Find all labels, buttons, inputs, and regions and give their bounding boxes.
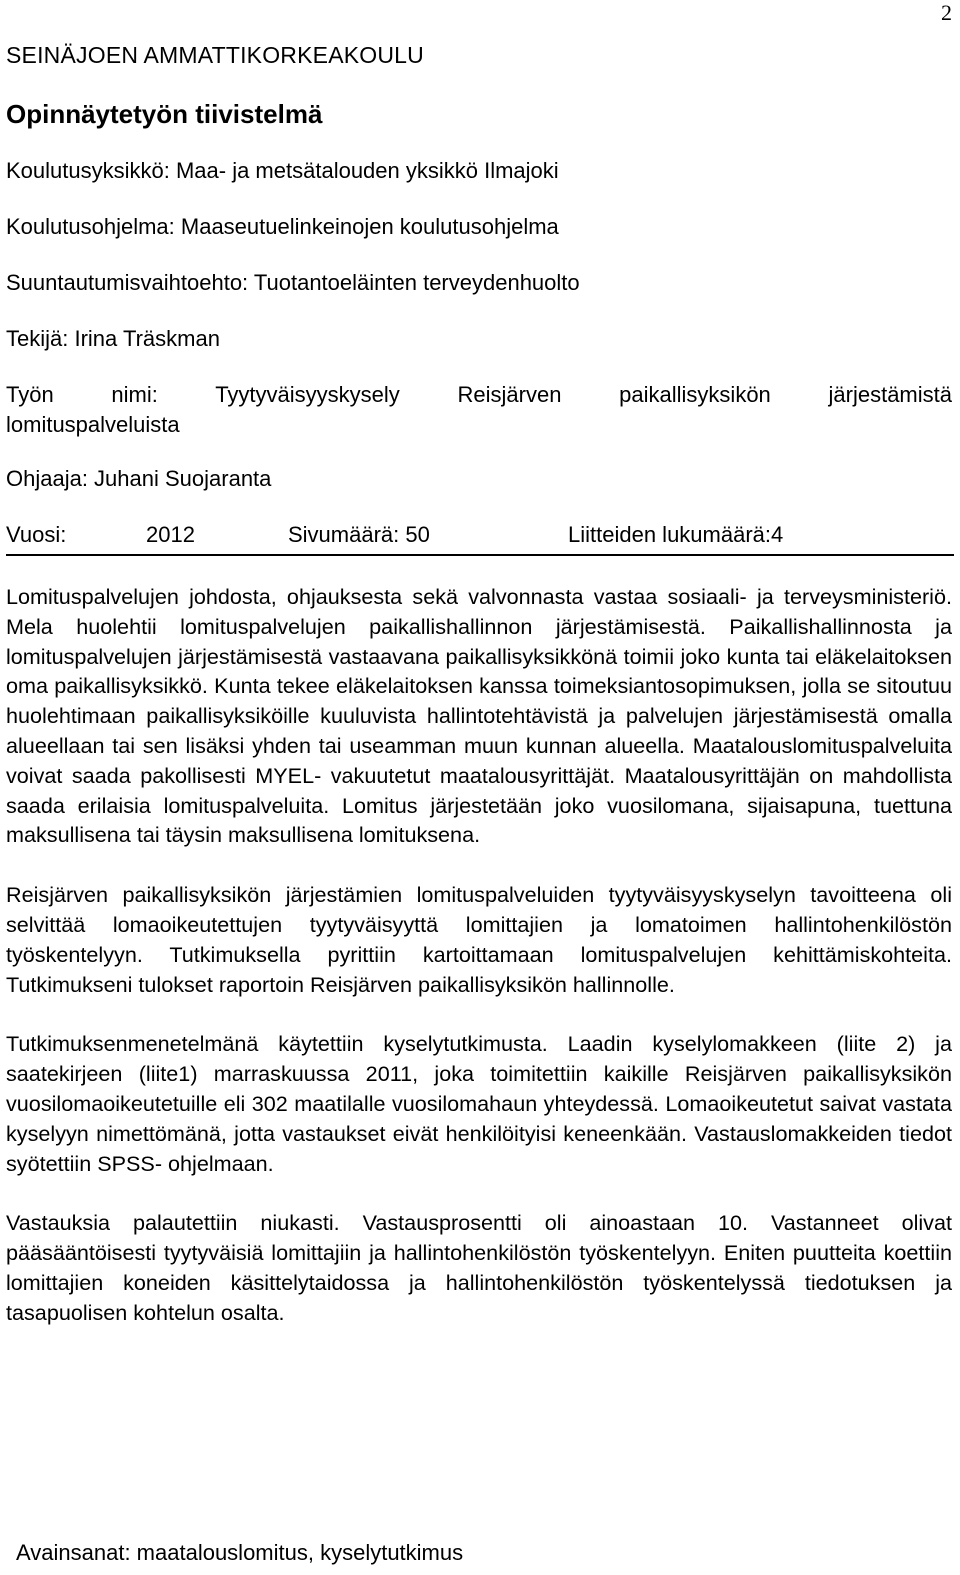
page-count: Sivumäärä: 50	[288, 522, 430, 547]
year-label: Vuosi:	[6, 522, 67, 547]
thesis-title-block	[6, 380, 952, 440]
author-line: Tekijä: Irina Träskman	[6, 326, 220, 351]
stats-row	[6, 520, 954, 556]
page-number: 2	[941, 0, 952, 25]
year-value: 2012	[146, 522, 195, 547]
institution-name: SEINÄJOEN AMMATTIKORKEAKOULU	[6, 42, 424, 68]
abstract-paragraph-4: Vastauksia palautettiin niukasti. Vastausprosentti oli ainoastaan 10. Vastanneet olivat pääsääntöisesti tyytyväisiä lomittajiin ja hallintohenkilöstön työskentelyyn. Eniten puutteita koettiin lomittajien koneiden käsittelytaidossa ja hallintohenkilöstön työskentelyssä tiedotuksen ja tasapuolisen kohtelun osalta.	[6, 1210, 952, 1325]
abstract-body	[6, 582, 952, 1358]
thesis-title-line2: lomituspalveluista	[6, 412, 180, 437]
unit-line: Koulutusyksikkö: Maa- ja metsätalouden yksikkö Ilmajoki	[6, 158, 559, 183]
thesis-title-line1: Työn nimi: Tyytyväisyyskysely Reisjärven paikallisyksikön järjestämistä	[6, 382, 952, 407]
programme-line: Koulutusohjelma: Maaseutuelinkeinojen koulutusohjelma	[6, 214, 559, 239]
abstract-paragraph-3: Tutkimuksenmenetelmänä käytettiin kyselytutkimusta. Laadin kyselylomakkeen (liite 2) ja saatekirjeen (liite1) marraskuussa 2011, joka toimitettiin kaikille Reisjärven paikallisyksikön vuosilomaoikeutetuille eli 302 maatilalle vuosilomahaun yhteydessä. Lomaoikeutetut saivat vastata kyselyyn nimettömänä, jotta vastaukset eivät henkilöityisi keneenkään. Vastauslomakkeiden tiedot syötettiin SPSS- ohjelmaan.	[6, 1031, 952, 1176]
specialization-line: Suuntautumisvaihtoehto: Tuotantoeläinten terveydenhuolto	[6, 270, 580, 295]
appendix-count: Liitteiden lukumäärä:4	[568, 522, 784, 547]
supervisor-line: Ohjaaja: Juhani Suojaranta	[6, 466, 272, 491]
keywords-line: Avainsanat: maatalouslomitus, kyselytutkimus	[16, 1540, 464, 1565]
abstract-paragraph-1: Lomituspalvelujen johdosta, ohjauksesta sekä valvonnasta vastaa sosiaali- ja terveysministeriö. Mela huolehtii lomituspalvelujen paikallishallinnon järjestämisestä. Paikallishallinnosta ja lomituspalvelujen järjestämisestä vastaavana paikallisyksikkönä toimii joko kunta tai eläkelaitoksen oma paikallisyksikkö. Kunta tekee eläkelaitoksen kanssa toimeksiantosopimuksen, jolla se sitoutuu huolehtimaan paikallisyksiköille kuuluvista hallintotehtävistä ja palvelujen järjestämisestä omalla alueellaan tai sen lisäksi yhden tai useamman muun kunnan alueella. Maatalouslomituspalveluita voivat saada pakollisesti MYEL- vakuutetut maatalousyrittäjät. Maatalousyrittäjän on mahdollista saada erilaisia lomituspalveluita. Lomitus järjestetään joko vuosilomana, sijaisapuna, tuettuna maksullisena tai täysin maksullisena lomituksena.	[6, 584, 952, 848]
abstract-paragraph-2: Reisjärven paikallisyksikön järjestämien lomituspalveluiden tyytyväisyyskyselyn tavoitteena oli selvittää lomaoikeutettujen tyytyväisyyttä lomittajien ja lomatoimen hallintohenkilöstön työskentelyyn. Tutkimuksella pyrittiin kartoittamaan lomituspalvelujen kehittämiskohteita. Tutkimukseni tulokset raportoin Reisjärven paikallisyksikön hallinnolle.	[6, 882, 952, 997]
document-title: Opinnäytetyön tiivistelmä	[6, 99, 323, 129]
